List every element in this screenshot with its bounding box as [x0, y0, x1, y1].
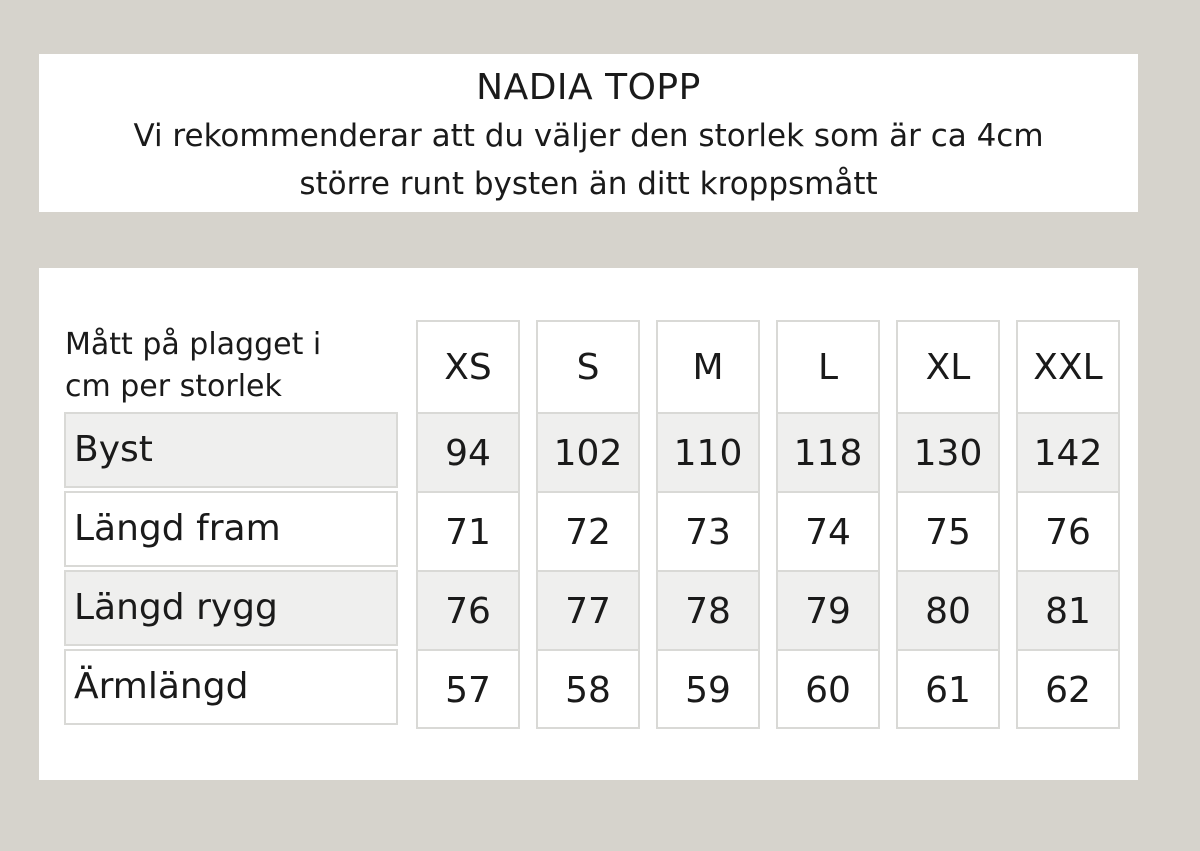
table-cell: 76 — [418, 570, 518, 649]
table-cell: 142 — [1018, 412, 1118, 491]
table-cell: 61 — [898, 649, 998, 728]
size-column-xs — [416, 320, 520, 729]
table-cell: 71 — [418, 491, 518, 570]
size-header-xxl: XXL — [1033, 347, 1103, 388]
product-title: NADIA TOPP — [476, 67, 701, 108]
table-cell: 73 — [658, 491, 758, 570]
table-cell: 75 — [898, 491, 998, 570]
size-header-l: L — [817, 347, 839, 388]
size-header-xl: XL — [925, 347, 971, 388]
size-column-xl — [896, 320, 1000, 729]
table-cell: 76 — [1018, 491, 1118, 570]
size-header-s: S — [576, 347, 600, 388]
size-column-l — [776, 320, 880, 729]
table-cell: 94 — [418, 412, 518, 491]
corner-label-line-1: Mått på plagget i — [65, 327, 322, 362]
size-column-xxl — [1016, 320, 1120, 729]
table-cell: 79 — [778, 570, 878, 649]
table-cell: 60 — [778, 649, 878, 728]
size-table-panel — [39, 268, 1138, 780]
row-label-armlangd: Ärmlängd — [64, 649, 398, 725]
table-cell: 58 — [538, 649, 638, 728]
table-cell: 80 — [898, 570, 998, 649]
table-cell: 74 — [778, 491, 878, 570]
table-cell: 77 — [538, 570, 638, 649]
table-cell: 130 — [898, 412, 998, 491]
table-cell: 62 — [1018, 649, 1118, 728]
table-corner-label — [65, 324, 395, 408]
table-cell: 102 — [538, 412, 638, 491]
header-panel — [39, 54, 1138, 212]
size-header-xs: XS — [444, 347, 492, 388]
recommendation-text-line-1: Vi rekommenderar att du väljer den storlek som är ca 4cm — [133, 118, 1044, 154]
row-label-langd-fram: Längd fram — [64, 491, 398, 567]
row-label-langd-rygg: Längd rygg — [64, 570, 398, 646]
corner-label-line-2: cm per storlek — [65, 369, 282, 404]
size-column-m — [656, 320, 760, 729]
table-cell: 110 — [658, 412, 758, 491]
table-cell: 81 — [1018, 570, 1118, 649]
table-cell: 72 — [538, 491, 638, 570]
size-header-m: M — [692, 347, 724, 388]
row-label-byst: Byst — [64, 412, 398, 488]
table-cell: 57 — [418, 649, 518, 728]
recommendation-text-line-2: större runt bysten än ditt kroppsmått — [299, 166, 878, 202]
table-cell: 78 — [658, 570, 758, 649]
size-column-s — [536, 320, 640, 729]
table-cell: 118 — [778, 412, 878, 491]
table-cell: 59 — [658, 649, 758, 728]
